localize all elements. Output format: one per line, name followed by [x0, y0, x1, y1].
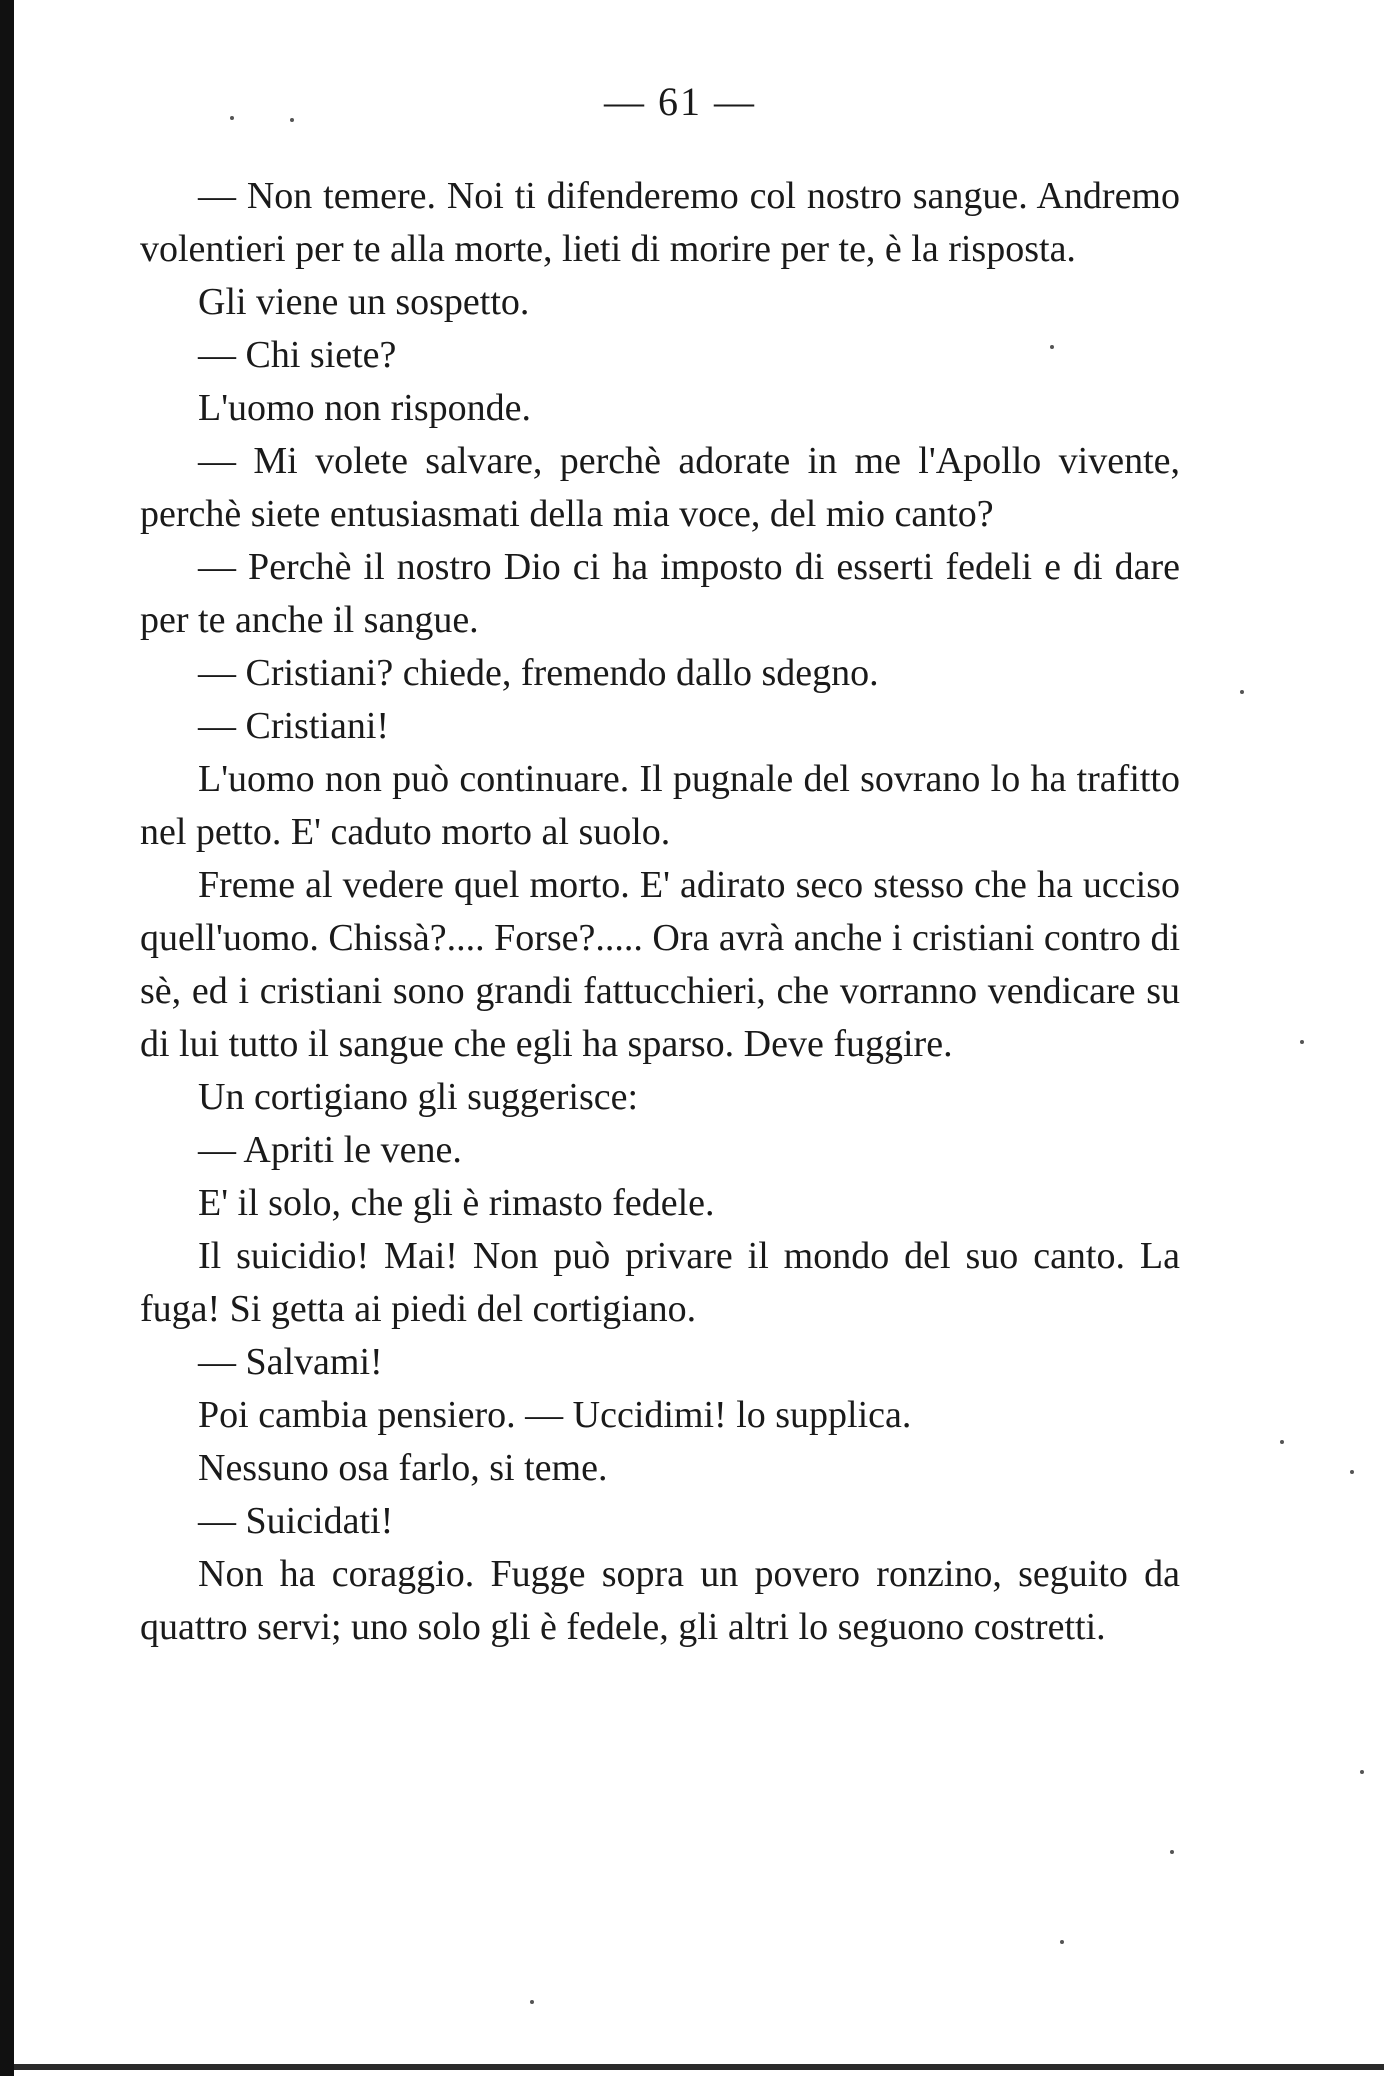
paragraph: Gli viene un sospetto.	[198, 281, 530, 323]
paragraph: — Perchè il nostro Dio ci ha imposto di esserti fedeli e di dare per te anche il sangue.	[140, 546, 1180, 641]
scan-speck	[1050, 345, 1054, 349]
page-bottom-edge	[14, 2064, 1384, 2070]
paragraph: — Cristiani!	[198, 705, 390, 747]
paragraph: L'uomo non risponde.	[198, 387, 531, 429]
scan-speck	[1350, 1470, 1354, 1474]
paragraph: — Cristiani? chiede, fremendo dallo sdegno.	[198, 652, 879, 694]
paragraph: E' il solo, che gli è rimasto fedele.	[198, 1182, 715, 1224]
scan-speck	[1170, 1850, 1174, 1854]
paragraph: — Mi volete salvare, perchè adorate in me l'Apollo vivente, perchè siete entusiasmati della mia voce, del mio canto?	[140, 440, 1180, 535]
paragraph: — Salvami!	[198, 1341, 383, 1383]
scan-speck	[290, 118, 294, 122]
scan-speck	[1280, 1440, 1284, 1444]
paragraph: — Suicidati!	[198, 1500, 394, 1542]
scan-speck	[1360, 1770, 1364, 1774]
paragraph: L'uomo non può continuare. Il pugnale del sovrano lo ha trafitto nel petto. E' caduto morto al suolo.	[140, 758, 1180, 853]
paragraph: — Chi siete?	[198, 334, 397, 376]
paragraph: — Non temere. Noi ti difenderemo col nostro sangue. Andremo volentieri per te alla morte, lieti di morire per te, è la risposta.	[140, 175, 1180, 270]
page-number: — 61 —	[604, 79, 756, 124]
scan-speck	[1240, 690, 1244, 694]
paragraph: Il suicidio! Mai! Non può privare il mondo del suo canto. La fuga! Si getta ai piedi del cortigiano.	[140, 1235, 1180, 1330]
paragraph: Nessuno osa farlo, si teme.	[198, 1447, 608, 1489]
scan-speck	[230, 116, 234, 120]
paragraph: Freme al vedere quel morto. E' adirato seco stesso che ha ucciso quell'uomo. Chissà?.... Forse?..... Ora avrà anche i cristiani contro di sè, ed i cristiani sono grandi fattucchieri, che vorranno vendicare su di lui tutto il sangue che egli ha sparso. Deve fuggire.	[140, 864, 1180, 1065]
paragraph: — Apriti le vene.	[198, 1129, 462, 1171]
scan-speck	[530, 2000, 534, 2004]
page-body	[140, 170, 1180, 1654]
paragraph: Non ha coraggio. Fugge sopra un povero ronzino, seguito da quattro servi; uno solo gli è fedele, gli altri lo seguono costretti.	[140, 1553, 1180, 1648]
paragraph: Poi cambia pensiero. — Uccidimi! lo supplica.	[198, 1394, 912, 1436]
paragraph: Un cortigiano gli suggerisce:	[198, 1076, 639, 1118]
scan-speck	[1060, 1940, 1064, 1944]
scan-speck	[1300, 1040, 1304, 1044]
book-spine-edge	[0, 0, 14, 2076]
